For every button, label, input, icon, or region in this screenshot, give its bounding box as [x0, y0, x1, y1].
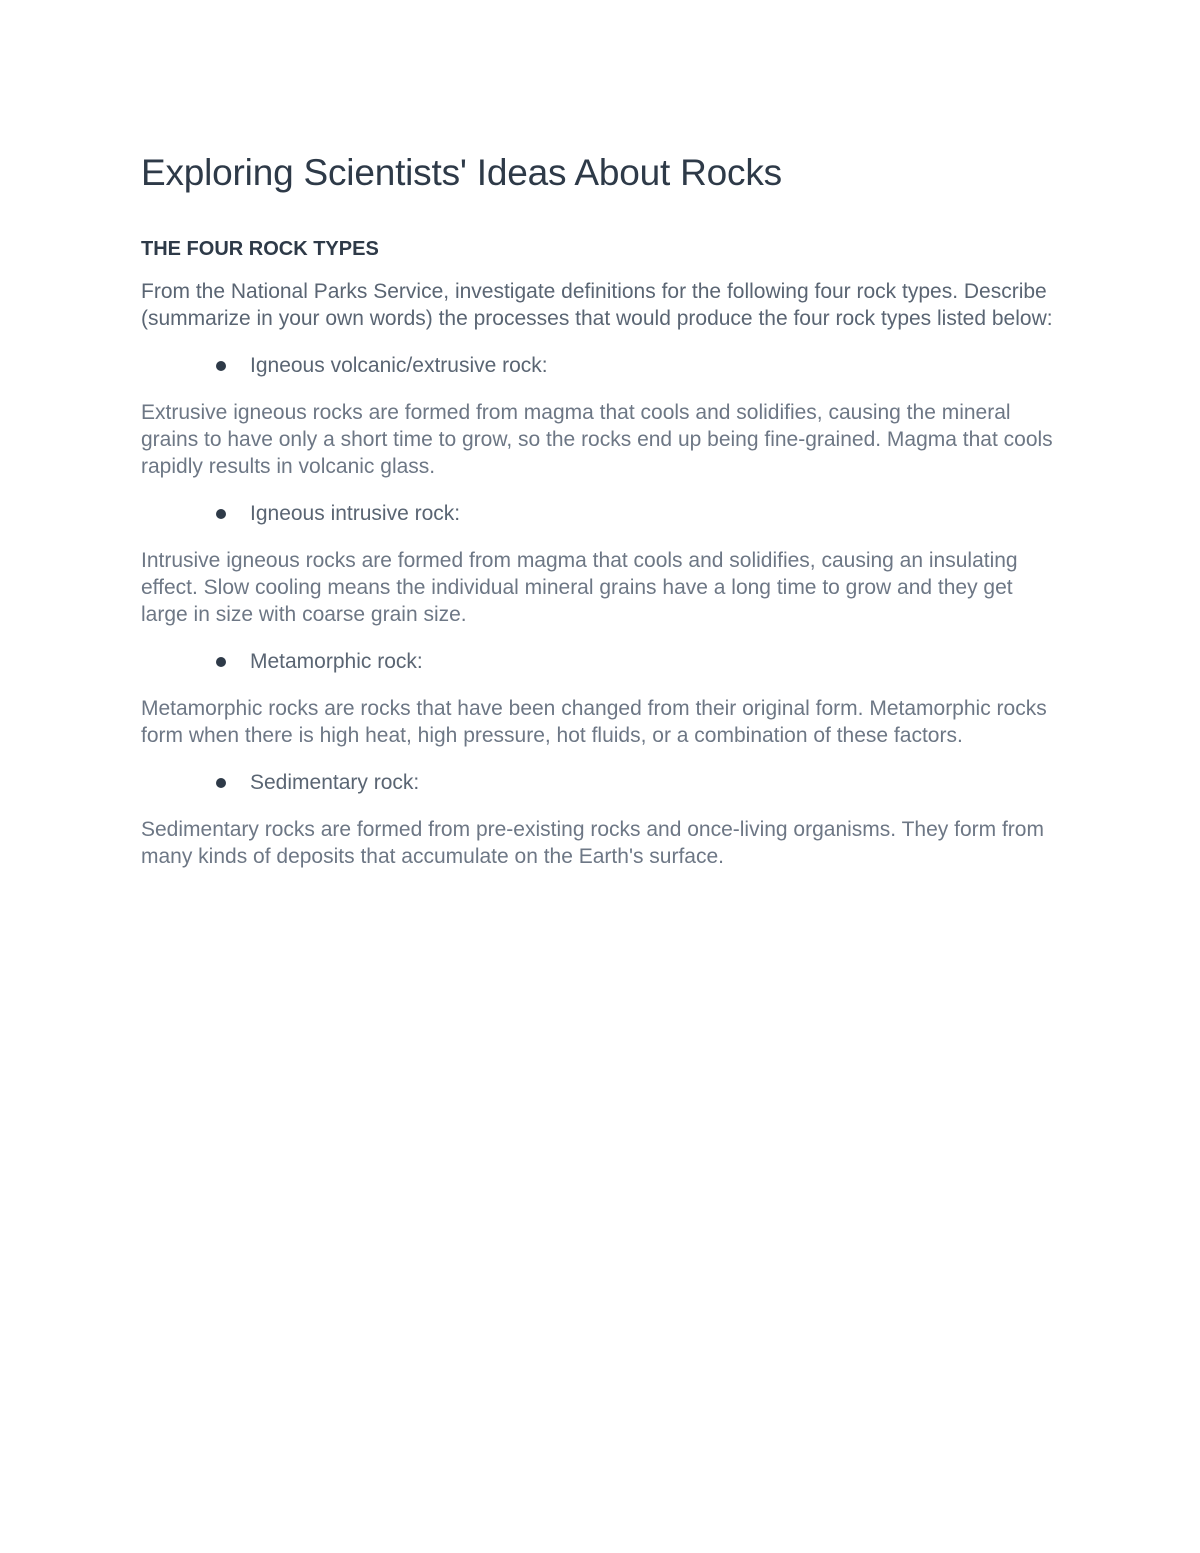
bullet-dot-icon	[216, 509, 226, 519]
bullet-item-metamorphic	[216, 648, 1061, 675]
bullet-dot-icon	[216, 657, 226, 667]
document-page	[141, 150, 1061, 870]
bullet-label: Metamorphic rock:	[250, 650, 423, 673]
intro-paragraph: From the National Parks Service, investigate definitions for the following four rock types. Describe (summarize in your own words) the processes that would produce the four rock types listed below:	[141, 280, 1053, 330]
section-heading: THE FOUR ROCK TYPES	[141, 238, 379, 260]
bullet-dot-icon	[216, 778, 226, 788]
description-metamorphic: Metamorphic rocks are rocks that have been changed from their original form. Metamorphic rocks form when there is high heat, high pressure, hot fluids, or a combination of these factors.	[141, 697, 1047, 747]
bullet-item-igneous-extrusive	[216, 352, 1061, 379]
bullet-label: Igneous volcanic/extrusive rock:	[250, 354, 548, 377]
bullet-dot-icon	[216, 361, 226, 371]
bullet-item-igneous-intrusive	[216, 500, 1061, 527]
bullet-item-sedimentary	[216, 769, 1061, 796]
description-igneous-intrusive: Intrusive igneous rocks are formed from magma that cools and solidifies, causing an insulating effect. Slow cooling means the individual mineral grains have a long time to grow and they get large in size with coarse grain size.	[141, 549, 1018, 626]
description-sedimentary: Sedimentary rocks are formed from pre-existing rocks and once-living organisms. They form from many kinds of deposits that accumulate on the Earth's surface.	[141, 818, 1044, 868]
description-igneous-extrusive: Extrusive igneous rocks are formed from magma that cools and solidifies, causing the mineral grains to have only a short time to grow, so the rocks end up being fine-grained. Magma that cools rapidly results in volcanic glass.	[141, 401, 1053, 478]
document-title: Exploring Scientists' Ideas About Rocks	[141, 152, 782, 193]
bullet-label: Sedimentary rock:	[250, 771, 420, 794]
bullet-label: Igneous intrusive rock:	[250, 502, 461, 525]
